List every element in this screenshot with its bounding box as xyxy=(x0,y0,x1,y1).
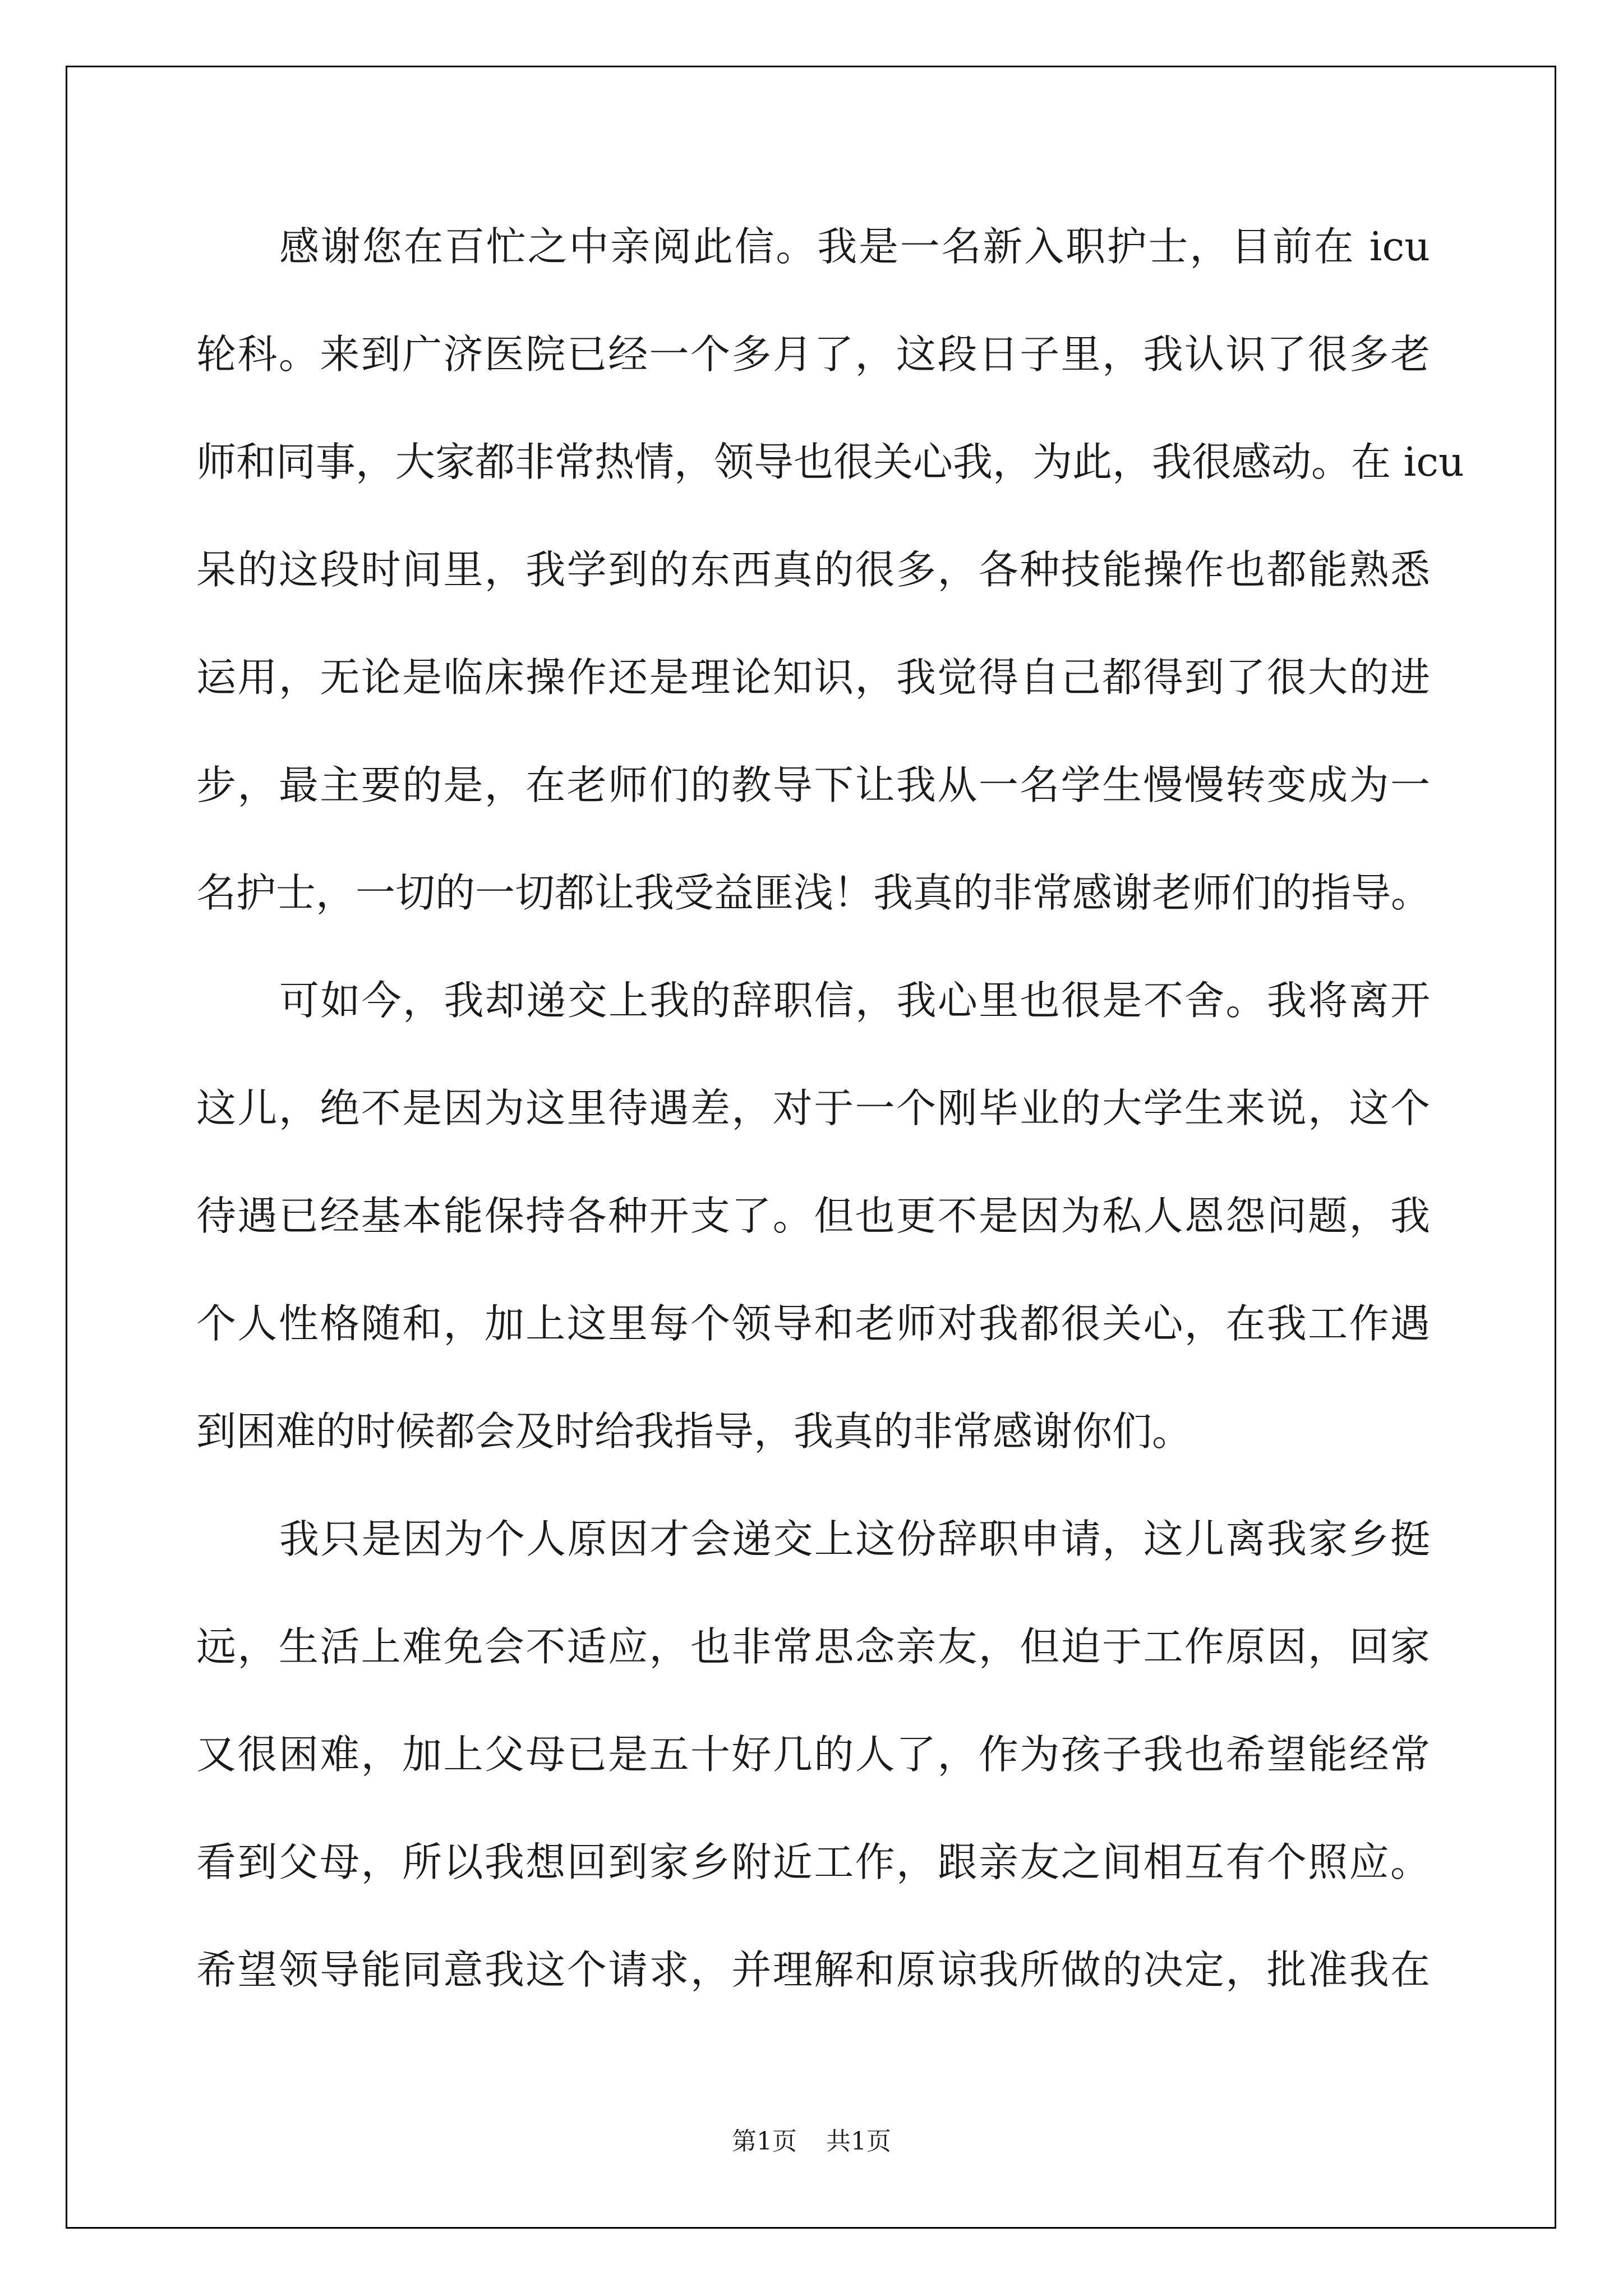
text-line: 我只是因为个人原因才会递交上这份辞职申请，这儿离我家乡挺 xyxy=(279,1516,1430,1562)
text-line: 希望领导能同意我这个请求，并理解和原谅我所做的决定，批准我在 xyxy=(196,1947,1430,1993)
text-line: 轮科。来到广济医院已经一个多月了，这段日子里，我认识了很多老 xyxy=(196,331,1430,378)
page-frame xyxy=(66,66,1556,2229)
text-line: 感谢您在百忙之中亲阅此信。我是一名新入职护士，目前在 icu xyxy=(279,223,1430,270)
text-line: 运用，无论是临床操作还是理论知识，我觉得自己都得到了很大的进 xyxy=(196,654,1430,701)
text-line: 师和同事，大家都非常热情，领导也很关心我，为此，我很感动。在 icu xyxy=(196,439,1464,485)
text-line: 远，生活上难免会不适应，也非常思念亲友，但迫于工作原因，回家 xyxy=(196,1623,1430,1670)
page-footer xyxy=(0,2125,1623,2159)
text-line: 又很困难，加上父母已是五十好几的人了，作为孩子我也希望能经常 xyxy=(196,1731,1430,1778)
page-total: 共1页 xyxy=(826,2127,891,2156)
text-line: 看到父母，所以我想回到家乡附近工作，跟亲友之间相互有个照应。 xyxy=(196,1839,1430,1885)
text-line: 到困难的时候都会及时给我指导，我真的非常感谢你们。 xyxy=(196,1408,1192,1455)
text-line: 个人性格随和，加上这里每个领导和老师对我都很关心，在我工作遇 xyxy=(196,1300,1430,1347)
text-line: 呆的这段时间里，我学到的东西真的很多，各种技能操作也都能熟悉 xyxy=(196,546,1430,593)
text-line: 步，最主要的是，在老师们的教导下让我从一名学生慢慢转变成为一 xyxy=(196,762,1430,808)
text-line: 这儿，绝不是因为这里待遇差，对于一个刚毕业的大学生来说，这个 xyxy=(196,1085,1430,1131)
page-number: 第1页 xyxy=(732,2127,797,2156)
text-line: 可如今，我却递交上我的辞职信，我心里也很是不舍。我将离开 xyxy=(279,977,1430,1024)
text-line: 待遇已经基本能保持各种开支了。但也更不是因为私人恩怨问题，我 xyxy=(196,1193,1430,1239)
text-line: 名护士，一切的一切都让我受益匪浅！我真的非常感谢老师们的指导。 xyxy=(196,869,1431,916)
